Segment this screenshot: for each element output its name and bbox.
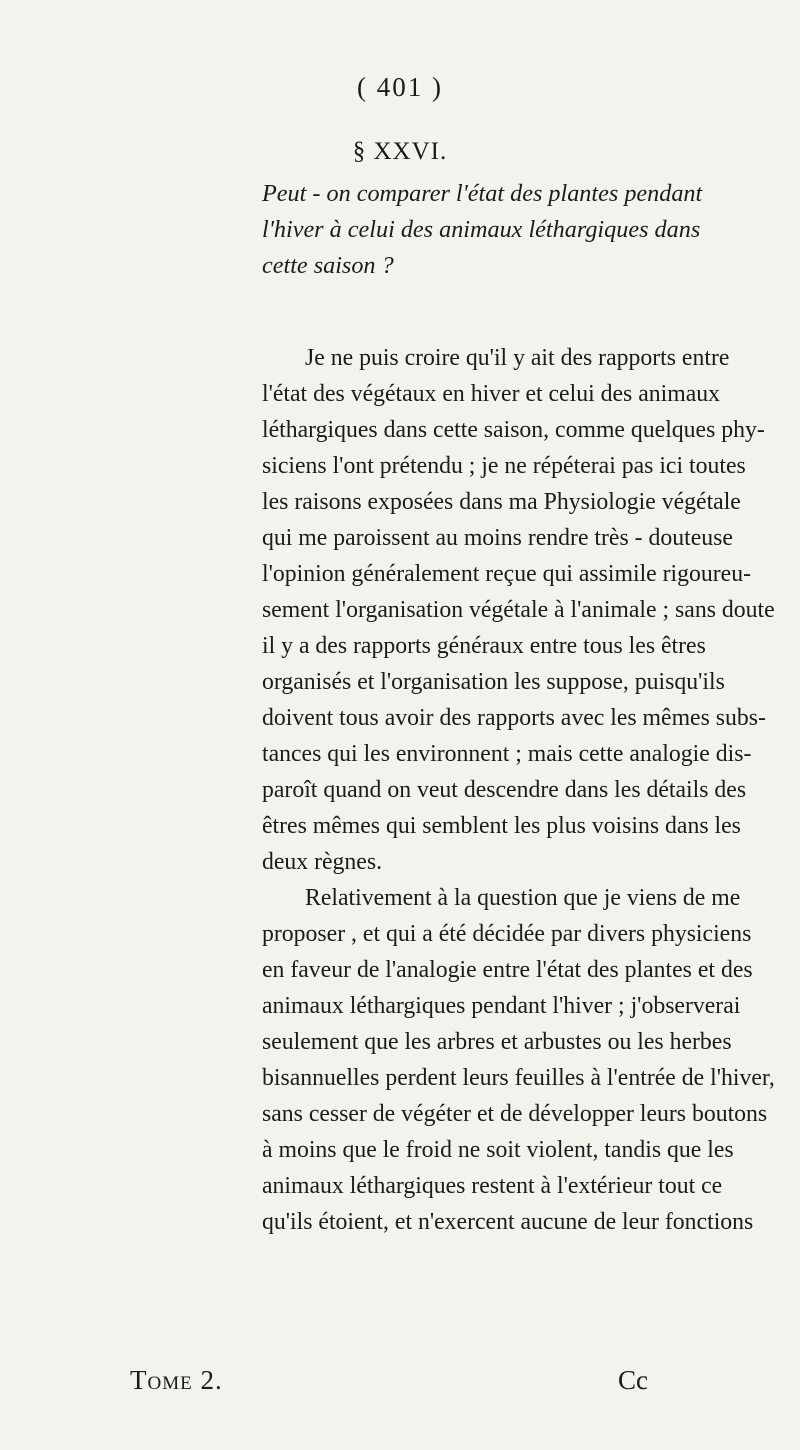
text-line: deux règnes.	[262, 849, 383, 875]
text-line: proposer , et qui a été décidée par divers physiciens	[262, 921, 752, 947]
text-line: léthargiques dans cette saison, comme quelques phy-	[262, 417, 765, 443]
section-number: § XXVI.	[352, 138, 448, 165]
text-line: paroît quand on veut descendre dans les détails des	[262, 777, 747, 803]
heading-line: l'hiver à celui des animaux léthargiques dans	[262, 216, 701, 243]
page-number: ( 401 )	[357, 72, 443, 102]
text-line: doivent tous avoir des rapports avec les mêmes subs-	[262, 705, 766, 731]
text-line: sans cesser de végéter et de développer leurs boutons	[262, 1101, 768, 1127]
text-line: l'opinion généralement reçue qui assimile rigoureu-	[262, 561, 752, 587]
text-line: tances qui les environnent ; mais cette analogie dis-	[262, 741, 752, 767]
text-line: il y a des rapports généraux entre tous les êtres	[262, 633, 706, 659]
text-line: bisannuelles perdent leurs feuilles à l'entrée de l'hiver,	[262, 1065, 775, 1091]
text-line: êtres mêmes qui semblent les plus voisins dans les	[262, 813, 741, 839]
text-line: qu'ils étoient, et n'exercent aucune de leur fonctions	[262, 1209, 754, 1235]
text-line: l'état des végétaux en hiver et celui des animaux	[262, 381, 720, 407]
text-line: Je ne puis croire qu'il y ait des rapports entre	[305, 345, 730, 371]
text-line: qui me paroissent au moins rendre très - douteuse	[262, 525, 733, 551]
volume-label: Tome 2.	[130, 1365, 223, 1395]
page-footer	[0, 1365, 800, 1405]
text-line: les raisons exposées dans ma Physiologie végétale	[262, 489, 741, 515]
signature-mark: Cc	[618, 1365, 648, 1395]
text-line: animaux léthargiques restent à l'extérieur tout ce	[262, 1173, 723, 1199]
text-line: à moins que le froid ne soit violent, tandis que les	[262, 1137, 734, 1163]
text-line: organisés et l'organisation les suppose, puisqu'ils	[262, 669, 725, 695]
heading-line: cette saison ?	[262, 252, 394, 279]
text-line: Relativement à la question que je viens de me	[305, 885, 741, 911]
text-line: en faveur de l'analogie entre l'état des plantes et des	[262, 957, 753, 983]
heading-line: Peut - on comparer l'état des plantes pendant	[262, 180, 703, 207]
text-line: seulement que les arbres et arbustes ou les herbes	[262, 1029, 732, 1055]
text-line: animaux léthargiques pendant l'hiver ; j'observerai	[262, 993, 741, 1019]
text-line: siciens l'ont prétendu ; je ne répéterai pas ici toutes	[262, 453, 746, 479]
text-line: sement l'organisation végétale à l'animale ; sans doute	[262, 597, 775, 623]
